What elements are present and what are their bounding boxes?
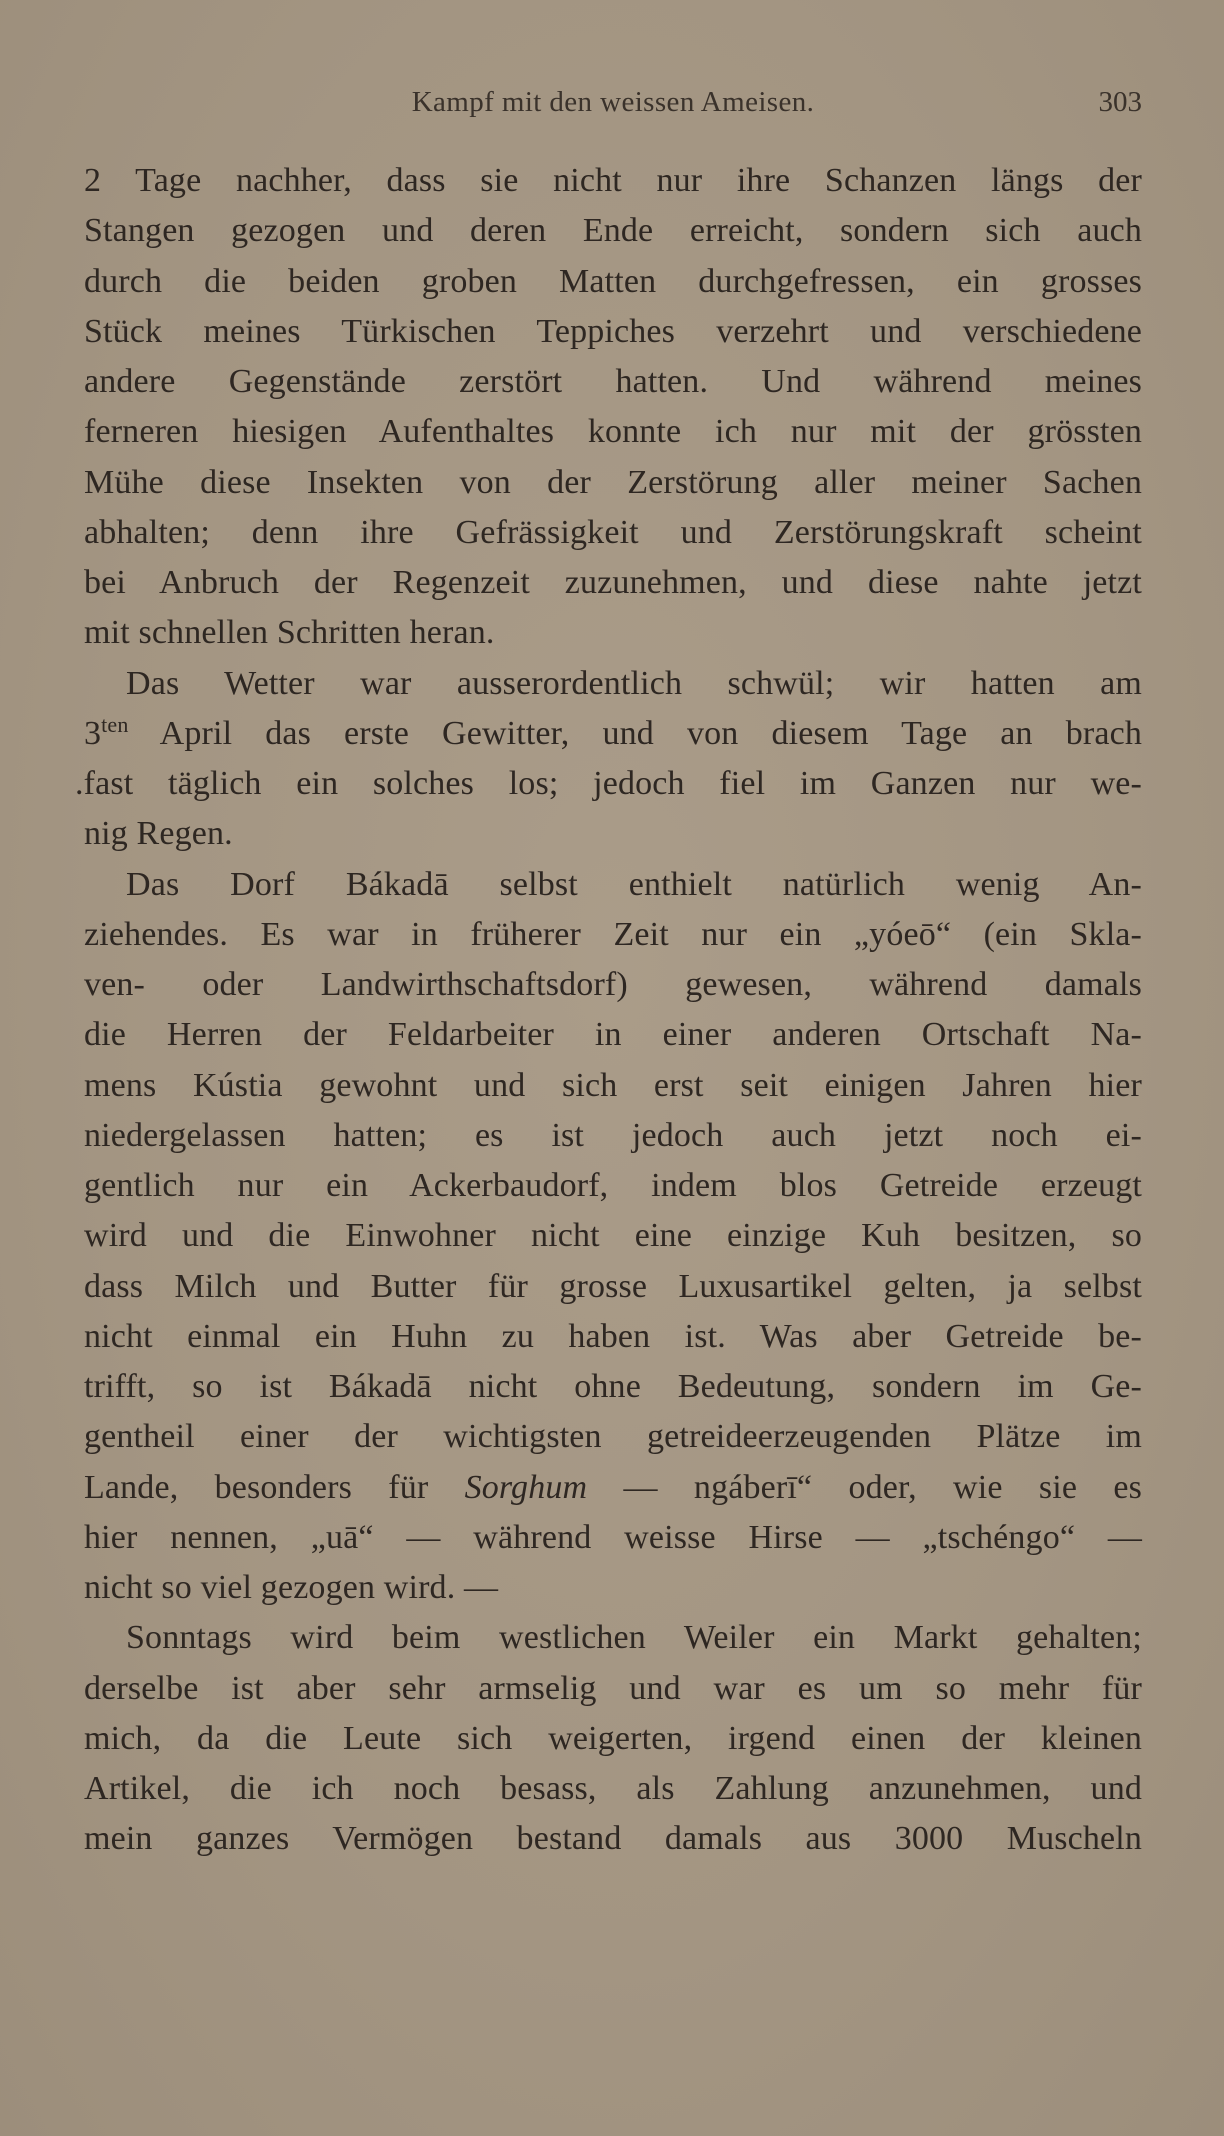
text-line: derselbe ist aber sehr armselig und war es um so mehr für <box>84 1669 1142 1707</box>
text-line: andere Gegenstände zerstört hatten. Und während meines <box>84 363 1142 400</box>
text-line: Sonntags wird beim westlichen Weiler ein Markt gehalten; <box>126 1619 1142 1657</box>
text-line: nig Regen. <box>84 815 233 853</box>
text-line: gentheil einer der wichtigsten getreideerzeugenden Plätze im <box>84 1418 1142 1456</box>
text-line: dass Milch und Butter für grosse Luxusartikel gelten, ja selbst <box>84 1267 1142 1305</box>
text-line: abhalten; denn ihre Gefrässigkeit und Zerstörungskraft scheint <box>84 513 1142 551</box>
text-fragment: Lande, besonders für <box>84 1468 465 1506</box>
text-fragment: April das erste Gewitter, und von diesem Tage an brach <box>128 714 1142 752</box>
text-line: mit schnellen Schritten heran. <box>84 614 495 652</box>
text-line: mein ganzes Vermögen bestand damals aus 3000 Muscheln <box>84 1820 1142 1858</box>
page-number: 303 <box>1098 86 1142 118</box>
text-line: mens Kústia gewohnt und sich erst seit einigen Jahren hier <box>84 1066 1142 1104</box>
text-line: ziehendes. Es war in früherer Zeit nur ein „yóeō“ (ein Skla- <box>84 915 1142 953</box>
text-line: die Herren der Feldarbeiter in einer anderen Ortschaft Na- <box>84 1016 1142 1054</box>
text-line: wird und die Einwohner nicht eine einzige Kuh besitzen, so <box>84 1217 1142 1255</box>
text-line: 2 Tage nachher, dass sie nicht nur ihre Schanzen längs der <box>84 162 1142 199</box>
italic-term: Sorghum <box>464 1468 588 1506</box>
text-fragment: 3 <box>84 714 102 752</box>
text-fragment: — ngáberī“ oder, wie sie es <box>587 1468 1142 1506</box>
text-line <box>84 709 1142 759</box>
text-line: hier nennen, „uā“ — während weisse Hirse — „tschéngo“ — <box>84 1518 1142 1556</box>
text-line: Das Dorf Bákadā selbst enthielt natürlich wenig An- <box>126 865 1142 903</box>
text-line: niedergelassen hatten; es ist jedoch auch jetzt noch ei- <box>84 1116 1142 1154</box>
text-line: mich, da die Leute sich weigerten, irgend einen der kleinen <box>84 1719 1142 1757</box>
running-header <box>84 80 1142 124</box>
text-line: .fast täglich ein solches los; jedoch fiel im Ganzen nur we- <box>75 765 1142 802</box>
text-line: Mühe diese Insekten von der Zerstörung aller meiner Sachen <box>84 463 1142 501</box>
text-line: nicht einmal ein Huhn zu haben ist. Was aber Getreide be- <box>84 1317 1142 1355</box>
text-line: Artikel, die ich noch besass, als Zahlung anzunehmen, und <box>84 1770 1142 1807</box>
running-title: Kampf mit den weissen Ameisen. <box>411 86 815 118</box>
text-line: ferneren hiesigen Aufenthaltes konnte ich nur mit der grössten <box>84 413 1142 451</box>
text-line: Das Wetter war ausserordentlich schwül; wir hatten am <box>126 664 1142 702</box>
text-line: Stück meines Türkischen Teppiches verzehrt und verschiedene <box>84 312 1142 350</box>
text-line: durch die beiden groben Matten durchgefressen, ein grosses <box>84 262 1142 300</box>
text-line: bei Anbruch der Regenzeit zuzunehmen, und diese nahte jetzt <box>84 564 1142 601</box>
text-line <box>84 1463 1142 1513</box>
text-line: gentlich nur ein Ackerbaudorf, indem blos Getreide erzeugt <box>84 1167 1142 1204</box>
text-line: trifft, so ist Bákadā nicht ohne Bedeutung, sondern im Ge- <box>84 1368 1142 1405</box>
text-line: ven- oder Landwirthschaftsdorf) gewesen, während damals <box>84 966 1142 1003</box>
superscript-ten: ten <box>101 711 129 737</box>
text-line: Stangen gezogen und deren Ende erreicht, sondern sich auch <box>84 212 1142 250</box>
text-line: nicht so viel gezogen wird. — <box>84 1569 499 1606</box>
body-text <box>75 156 1142 1865</box>
